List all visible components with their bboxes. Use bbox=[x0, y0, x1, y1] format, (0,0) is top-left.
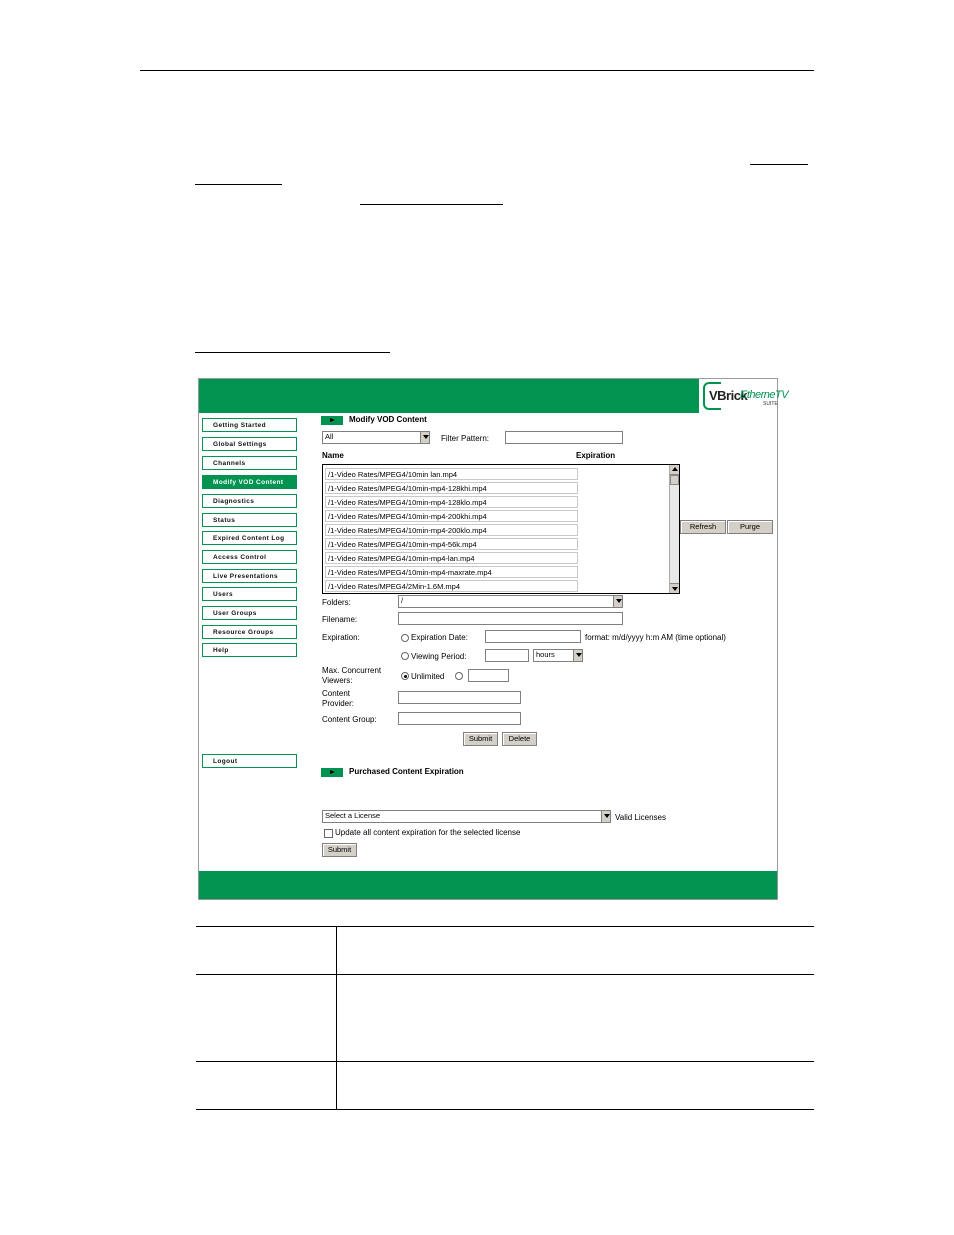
list-item[interactable]: /1-Video Rates/MPEG4/10min-mp4-200khi.mp4 bbox=[325, 510, 578, 522]
period-unit-select[interactable] bbox=[533, 649, 583, 662]
folders-select[interactable] bbox=[398, 595, 623, 608]
list-item[interactable]: /1-Video Rates/MPEG4/10min-mp4-lan.mp4 bbox=[325, 552, 578, 564]
scroll-down-icon[interactable] bbox=[670, 583, 679, 593]
underline-4 bbox=[195, 352, 390, 353]
sidebar-item-getting-started[interactable]: Getting Started bbox=[202, 418, 297, 432]
underline-1 bbox=[750, 164, 808, 165]
valid-licenses-label: Valid Licenses bbox=[615, 813, 666, 822]
content-provider-label-1: Content bbox=[322, 689, 351, 698]
table-rule-top bbox=[196, 926, 814, 927]
period-unit-value: hours bbox=[536, 650, 555, 659]
column-header-expiration: Expiration bbox=[576, 451, 616, 460]
list-scrollbar[interactable] bbox=[669, 465, 679, 593]
chevron-down-icon bbox=[601, 811, 610, 822]
content-group-input[interactable] bbox=[398, 712, 521, 725]
vod-file-list[interactable] bbox=[322, 464, 680, 594]
logo-vbrick-text: VBrick bbox=[709, 388, 748, 403]
sidebar-item-users[interactable]: Users bbox=[202, 587, 297, 601]
filter-select[interactable] bbox=[322, 431, 430, 444]
filename-label: Filename: bbox=[322, 615, 358, 624]
content-provider-label-2: Provider: bbox=[322, 699, 355, 708]
list-item[interactable]: /1-Video Rates/MPEG4/10min-mp4-200klo.mp4 bbox=[325, 524, 578, 536]
expiration-date-label: Expiration Date: bbox=[411, 633, 468, 642]
filter-select-value: All bbox=[325, 432, 334, 441]
folders-select-value: / bbox=[401, 596, 404, 605]
purchased-submit-button[interactable]: Submit bbox=[322, 843, 357, 857]
sidebar-item-access-control[interactable]: Access Control bbox=[202, 550, 297, 564]
chevron-down-icon bbox=[613, 596, 622, 607]
top-banner bbox=[199, 379, 789, 413]
max-viewers-label-1: Max. Concurrent bbox=[322, 666, 382, 675]
sidebar-item-global-settings[interactable]: Global Settings bbox=[202, 437, 297, 451]
section-arrow-icon bbox=[321, 768, 343, 777]
viewing-period-radio[interactable] bbox=[401, 652, 409, 660]
expiration-label: Expiration: bbox=[322, 633, 360, 642]
folders-label: Folders: bbox=[322, 598, 351, 607]
delete-button[interactable]: Delete bbox=[502, 732, 537, 746]
underline-2 bbox=[195, 184, 282, 185]
list-item[interactable]: /1-Video Rates/MPEG4/10min-mp4-56k.mp4 bbox=[325, 538, 578, 550]
unlimited-radio[interactable] bbox=[401, 672, 409, 680]
scroll-up-icon[interactable] bbox=[670, 465, 679, 475]
expiration-date-radio[interactable] bbox=[401, 634, 409, 642]
sidebar-item-diagnostics[interactable]: Diagnostics bbox=[202, 494, 297, 508]
date-format-hint: format: m/d/yyyy h:m AM (time optional) bbox=[585, 633, 726, 642]
sidebar-item-status[interactable]: Status bbox=[202, 513, 297, 527]
list-item[interactable]: /1-Video Rates/MPEG4/10min-mp4-128khi.mp4 bbox=[325, 482, 578, 494]
chevron-down-icon bbox=[420, 432, 429, 443]
submit-button[interactable]: Submit bbox=[463, 732, 498, 746]
modify-section-title: Modify VOD Content bbox=[349, 415, 427, 424]
sidebar-item-help[interactable]: Help bbox=[202, 643, 297, 657]
sidebar-item-expired-content-log[interactable]: Expired Content Log bbox=[202, 531, 297, 545]
update-all-checkbox[interactable] bbox=[324, 829, 333, 838]
license-select-value: Select a License bbox=[325, 811, 381, 820]
column-header-name: Name bbox=[322, 451, 344, 460]
license-select[interactable] bbox=[322, 810, 611, 823]
table-rule-2 bbox=[196, 1061, 814, 1062]
vbrick-logo bbox=[699, 379, 789, 413]
logo-product-text: EtherneTV bbox=[740, 389, 789, 401]
list-item[interactable]: /1-Video Rates/MPEG4/2Min-1.6M.mp4 bbox=[325, 580, 578, 592]
scroll-thumb[interactable] bbox=[670, 475, 679, 485]
section-arrow-icon bbox=[321, 416, 343, 425]
filter-pattern-input[interactable] bbox=[505, 431, 623, 444]
update-all-label: Update all content expiration for the selected license bbox=[335, 828, 521, 837]
header-rule bbox=[140, 70, 814, 71]
purge-button[interactable]: Purge bbox=[727, 520, 773, 534]
sidebar-item-channels[interactable]: Channels bbox=[202, 456, 297, 470]
max-viewers-label-2: Viewers: bbox=[322, 676, 353, 685]
viewing-period-input[interactable] bbox=[485, 649, 529, 662]
filename-input[interactable] bbox=[398, 612, 623, 625]
content-group-label: Content Group: bbox=[322, 715, 377, 724]
sidebar-item-user-groups[interactable]: User Groups bbox=[202, 606, 297, 620]
sidebar-item-modify-vod-content[interactable]: Modify VOD Content bbox=[202, 475, 297, 489]
list-item[interactable]: /1-Video Rates/MPEG4/10min-mp4-128klo.mp4 bbox=[325, 496, 578, 508]
max-viewers-input[interactable] bbox=[468, 669, 509, 682]
purchased-section-title: Purchased Content Expiration bbox=[349, 767, 464, 776]
unlimited-label: Unlimited bbox=[411, 672, 445, 681]
table-rule-bottom bbox=[196, 1109, 814, 1110]
table-column-divider bbox=[336, 926, 337, 1109]
logo-suite-text: SUITE bbox=[763, 401, 778, 407]
filter-pattern-label: Filter Pattern: bbox=[441, 434, 490, 443]
limited-radio[interactable] bbox=[455, 672, 463, 680]
list-item[interactable]: /1-Video Rates/MPEG4/10min-mp4-maxrate.mp4 bbox=[325, 566, 578, 578]
logout-button[interactable]: Logout bbox=[202, 754, 297, 768]
sidebar-item-resource-groups[interactable]: Resource Groups bbox=[202, 625, 297, 639]
viewing-period-label: Viewing Period: bbox=[411, 652, 467, 661]
vod-admin-screenshot bbox=[198, 378, 789, 900]
expiration-date-input[interactable] bbox=[485, 630, 581, 643]
chevron-down-icon bbox=[573, 650, 582, 661]
sidebar-item-live-presentations[interactable]: Live Presentations bbox=[202, 569, 297, 583]
refresh-button[interactable]: Refresh bbox=[680, 520, 726, 534]
underline-3 bbox=[360, 204, 503, 205]
list-item[interactable]: /1-Video Rates/MPEG4/10min lan.mp4 bbox=[325, 468, 578, 480]
content-provider-input[interactable] bbox=[398, 691, 521, 704]
bottom-banner bbox=[199, 871, 777, 899]
table-rule-1 bbox=[196, 974, 814, 975]
